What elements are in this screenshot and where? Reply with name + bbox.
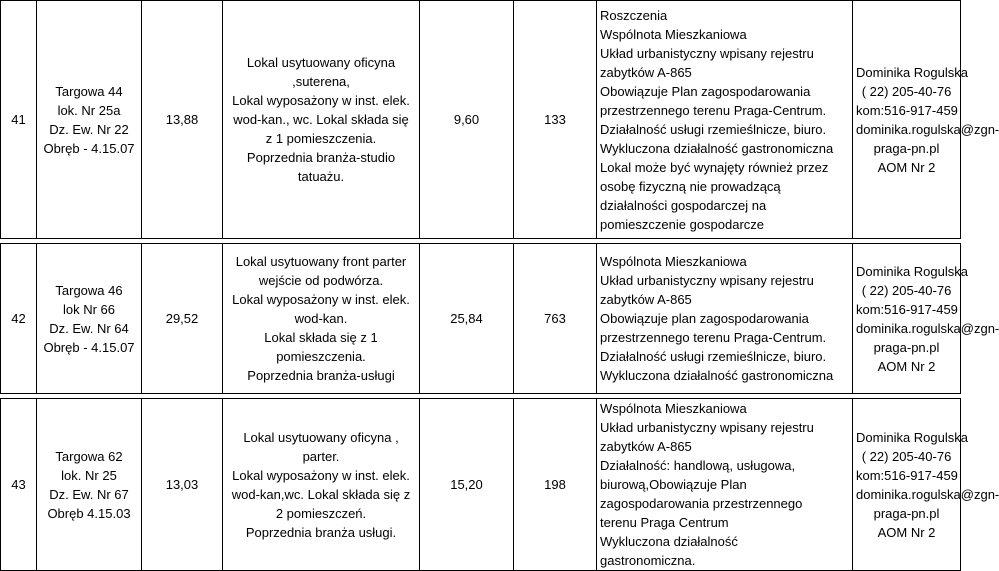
listing-rate: 15,20: [420, 399, 514, 571]
listing-description-line: Lokal wyposażony w inst. elek.: [232, 93, 410, 108]
listing-notes-line: Układ urbanistyczny wpisany rejestru: [600, 45, 814, 61]
listing-contact-line: AOM Nr 2: [877, 358, 936, 374]
listing-contact: [853, 244, 999, 394]
listing-notes-line: zagospodarowania przestrzennego: [600, 496, 803, 511]
listing-notes-line: zabytków A-865: [600, 64, 692, 80]
listing-contact-line: ( 22) 205-40-76: [861, 282, 952, 298]
table-row: [1, 1, 961, 239]
listing-contact-line: Dominika Rogulska: [856, 429, 968, 445]
listing-notes-line: terenu Praga Centrum: [600, 515, 729, 530]
listing-address-line: Targowa 46: [55, 282, 123, 298]
listing-description-line: wod-kan.: [294, 311, 348, 326]
listing-notes-line: Wspólnota Mieszkaniowa: [600, 26, 747, 42]
listing-address: [37, 244, 142, 394]
listing-notes-line: biurową,Obowiązuje Plan: [600, 477, 747, 492]
listing-notes-line: Działalność usługi rzemieślnicze, biuro.: [600, 121, 827, 137]
listing-amount: 763: [514, 244, 597, 394]
listing-notes: [597, 244, 853, 394]
listing-contact-line: praga-pn.pl: [873, 339, 940, 355]
listing-address-line: Dz. Ew. Nr 64: [49, 320, 129, 336]
listing-notes-line: pomieszczenie gospodarcze: [600, 216, 765, 232]
listing-notes-line: przestrzennego terenu Praga-Centrum.: [600, 330, 827, 345]
listing-address-line: lok. Nr 25: [61, 467, 117, 483]
listing-description-line: Lokal usytuowany oficyna: [246, 55, 396, 70]
listing-notes-line: Układ urbanistyczny wpisany rejestru: [600, 273, 814, 288]
listing-notes-line: Działalność: handlową, usługowa,: [600, 458, 796, 473]
listing-description-line: pomieszczenia.: [276, 349, 366, 364]
listing-notes-line: Wykluczona działalność gastronomiczna: [600, 140, 834, 156]
listing-contact-line: ( 22) 205-40-76: [861, 448, 952, 464]
listing-address-line: Obręb - 4.15.07: [43, 339, 135, 355]
listing-notes-line: Wspólnota Mieszkaniowa: [600, 401, 747, 416]
listing-number: 43: [1, 399, 37, 571]
listing-description-line: Poprzednia branża-usługi: [247, 368, 395, 383]
listing-notes-line: Obowiązuje plan zagospodarowania: [600, 311, 809, 326]
listing-contact: [853, 399, 999, 571]
listing-contact-line: Dominika Rogulska: [856, 64, 968, 80]
listing-address-line: Obręb - 4.15.07: [43, 140, 135, 156]
listing-contact-line[interactable]: dominika.rogulska@zgn-: [856, 486, 999, 502]
listing-area: 13,03: [142, 399, 223, 571]
listing-rate: 9,60: [420, 1, 514, 239]
listing-description-line: Lokal wyposażony w inst. elek.: [232, 292, 410, 307]
listing-description-line: Poprzednia branża usługi.: [245, 524, 397, 540]
listing-address-line: Dz. Ew. Nr 67: [49, 486, 129, 502]
listing-area: 29,52: [142, 244, 223, 394]
listing-contact-line[interactable]: dominika.rogulska@zgn-: [856, 121, 999, 137]
listing-notes-line: Wykluczona działalność gastronomiczna: [600, 368, 834, 383]
listing-contact-line[interactable]: dominika.rogulska@zgn-: [856, 320, 999, 336]
listing-address: [37, 1, 142, 239]
listing-notes-line: przestrzennego terenu Praga-Centrum.: [600, 102, 827, 118]
listing-description-line: Poprzednia branża-studio: [246, 150, 396, 165]
listing-contact-line: kom:516-917-459: [856, 467, 958, 483]
listing-contact-line: kom:516-917-459: [856, 301, 958, 317]
listing-description-line: Lokal składa się z 1: [264, 330, 378, 345]
listing-contact-line: praga-pn.pl: [873, 140, 940, 156]
listing-notes: [597, 399, 853, 571]
listing-address-line: Targowa 62: [55, 448, 123, 464]
table-row: [1, 399, 961, 571]
listing-contact-line: kom:516-917-459: [856, 102, 958, 118]
listing-notes-line: zabytków A-865: [600, 439, 692, 454]
listing-address-line: Dz. Ew. Nr 22: [49, 121, 129, 137]
listing-description-line: tatuażu.: [297, 169, 345, 184]
listing-description: [223, 1, 420, 239]
listing-contact-line: AOM Nr 2: [877, 524, 936, 540]
listing-description-line: wod-kan., wc. Lokal składa się: [233, 112, 409, 127]
table-row: [1, 244, 961, 394]
listing-contact-line: praga-pn.pl: [873, 505, 940, 521]
listing-contact-line: Dominika Rogulska: [856, 263, 968, 279]
listing-rate: 25,84: [420, 244, 514, 394]
listing-description-line: Lokal wyposażony w inst. elek.: [232, 467, 410, 483]
listing-address: [37, 399, 142, 571]
listing-address-line: Targowa 44: [55, 83, 123, 99]
listing-address-line: lok. Nr 25a: [57, 102, 121, 118]
listing-address-line: lok Nr 66: [62, 301, 116, 317]
listing-description: [223, 399, 420, 571]
listing-notes-line: działalności gospodarczej na: [600, 197, 767, 213]
listing-notes-line: Działalność usługi rzemieślnicze, biuro.: [600, 349, 827, 364]
listing-description-line: wod-kan,wc. Lokal składa się z: [231, 486, 411, 502]
listing-contact: [853, 1, 999, 239]
listing-notes-line: Wykluczona działalność: [600, 534, 738, 549]
listing-description-line: Lokal usytuowany oficyna ,: [243, 429, 399, 445]
listing-notes: [597, 1, 853, 239]
listing-description: [223, 244, 420, 394]
listing-area: 13,88: [142, 1, 223, 239]
listing-notes-line: Układ urbanistyczny wpisany rejestru: [600, 420, 814, 435]
listing-notes-line: zabytków A-865: [600, 292, 692, 307]
listing-address-line: Obręb 4.15.03: [47, 505, 131, 521]
listing-contact-line: ( 22) 205-40-76: [861, 83, 952, 99]
listing-notes-line: Lokal może być wynajęty również przez: [600, 159, 829, 175]
listing-notes-line: Obowiązuje Plan zagospodarowania: [600, 83, 811, 99]
listing-amount: 133: [514, 1, 597, 239]
listing-number: 41: [1, 1, 37, 239]
listing-contact-line: AOM Nr 2: [877, 159, 936, 175]
listing-notes-line: Wspólnota Mieszkaniowa: [600, 254, 747, 269]
listing-description-line: 2 pomieszczeń.: [275, 505, 367, 521]
listing-amount: 198: [514, 399, 597, 571]
listing-notes-line: osobę fizyczną nie prowadzącą: [600, 178, 781, 194]
listing-number: 42: [1, 244, 37, 394]
listing-description-line: Lokal usytuowany front parter: [235, 254, 407, 269]
listing-notes-line: gastronomiczna.: [600, 553, 696, 568]
listing-description-line: ,suterena,: [292, 74, 350, 89]
listing-description-line: z 1 pomieszczenia.: [265, 131, 377, 146]
listing-description-line: wejście od podwórza.: [258, 273, 384, 288]
listing-description-line: parter.: [302, 448, 340, 464]
listing-notes-line: Roszczenia: [600, 7, 668, 23]
